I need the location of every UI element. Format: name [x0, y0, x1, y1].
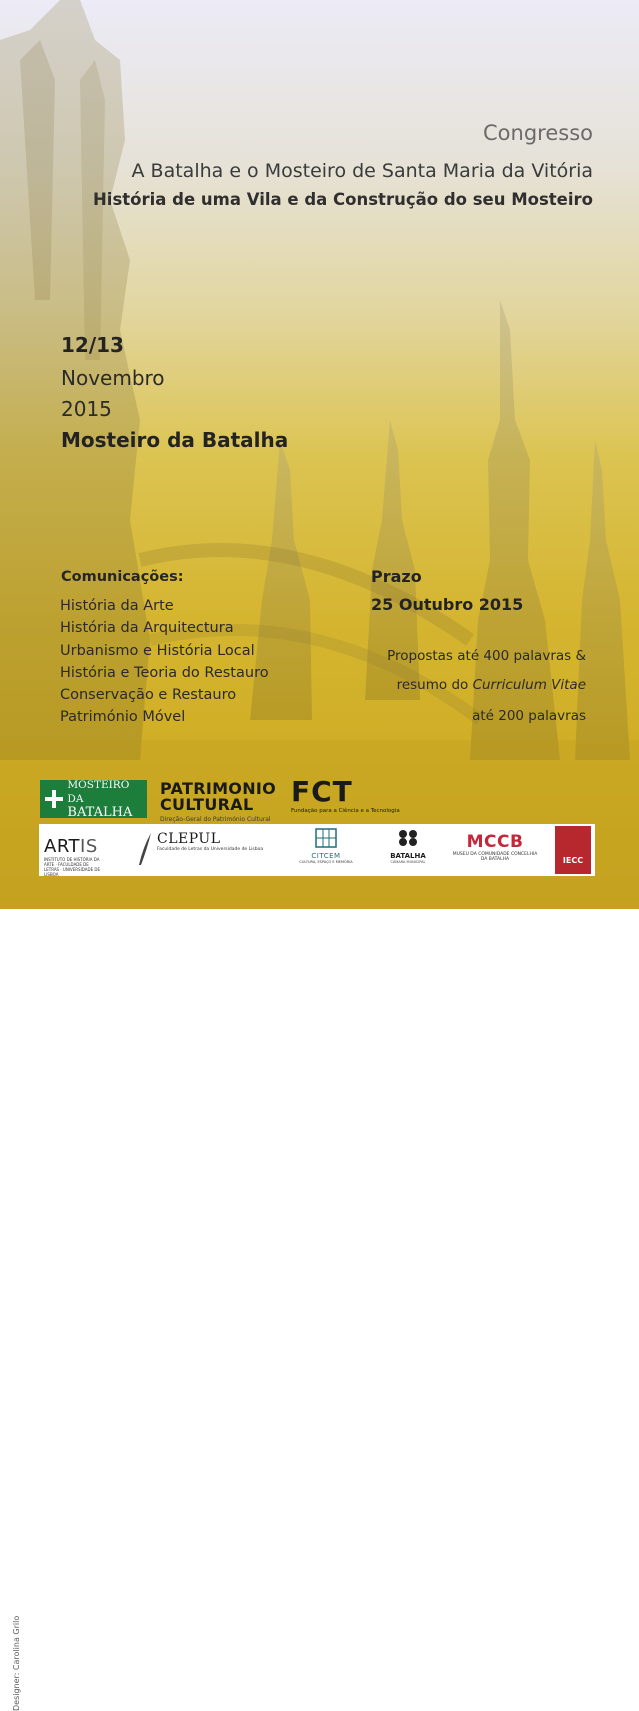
logo-artis — [44, 836, 104, 877]
event-month: Novembro — [61, 366, 165, 390]
logo-mosteiro-line1: MOSTEIRO DA — [67, 779, 130, 805]
congress-subtitle: História de uma Vila e da Construção do seu Mosteiro — [93, 190, 593, 209]
logo-batalha-name: BATALHA — [390, 852, 426, 860]
citcem-grid-icon — [315, 828, 337, 848]
topic-item: História e Teoria do Restauro — [60, 664, 269, 681]
resume-limit: até 200 palavras — [472, 708, 586, 724]
event-venue: Mosteiro da Batalha — [61, 428, 289, 452]
logo-mosteiro-line2: BATALHA — [67, 805, 133, 820]
topic-item: Conservação e Restauro — [60, 687, 237, 704]
event-dates: 12/13 — [61, 333, 124, 357]
communications-heading: Comunicações: — [61, 569, 184, 585]
logo-patrimonio-line1: PATRIMONIO — [160, 779, 277, 798]
logo-fct-name: FCT — [291, 775, 353, 808]
logo-fct — [291, 775, 400, 814]
quill-icon — [137, 831, 153, 865]
logo-fct-tagline: Fundação para a Ciência e a Tecnologia — [291, 808, 400, 814]
proposals-limit: Propostas até 400 palavras & — [387, 648, 586, 664]
cross-icon — [40, 780, 67, 818]
deadline-date: 25 Outubro 2015 — [371, 595, 524, 614]
logo-mccb-name: MCCB — [466, 832, 524, 852]
logo-clepul-tagline: Faculdade de Letras da Universidade de Lisboa — [157, 847, 264, 852]
deadline-label: Prazo — [371, 567, 422, 586]
logo-patrimonio-cultural — [160, 781, 276, 823]
logo-mccb-tagline: MUSEU DA COMUNIDADE CONCELHIA DA BATALHA — [452, 852, 538, 862]
logo-artis-tagline: INSTITUTO DE HISTÓRIA DA ARTE · FACULDADE DE LETRAS · UNIVERSIDADE DE LISBOA — [44, 857, 100, 877]
logo-artis-name-b: IS — [80, 836, 98, 857]
designer-credit: Designer: Carolina Grilo — [12, 1615, 21, 1711]
event-year: 2015 — [61, 397, 112, 421]
logo-citcem-tagline: CULTURA, ESPAÇO E MEMÓRIA — [299, 860, 353, 864]
logo-camara-batalha — [386, 828, 430, 864]
topic-item: Património Móvel — [60, 709, 186, 726]
logo-mccb — [450, 832, 540, 862]
logo-batalha-tagline: CÂMARA MUNICIPAL — [390, 860, 426, 864]
logo-mosteiro-text — [67, 778, 147, 820]
logo-mosteiro-batalha — [40, 780, 147, 818]
topic-item: História da Arquitectura — [60, 620, 234, 637]
resume-italic: Curriculum Vitae — [472, 677, 586, 693]
logo-citcem-name: CITCEM — [311, 852, 341, 860]
congress-title: A Batalha e o Mosteiro de Santa Maria da Vitória — [131, 160, 593, 182]
logo-iecc — [555, 826, 591, 874]
logo-artis-name-a: ART — [44, 836, 81, 857]
logo-patrimonio-tagline: Direção-Geral do Património Cultural — [160, 816, 271, 823]
event-type: Congresso — [483, 121, 593, 145]
logo-artis-name — [44, 836, 104, 857]
resume-prefix: resumo do — [396, 677, 469, 693]
logo-iecc-name: IECC — [562, 856, 584, 865]
logo-patrimonio-line2: CULTURAL — [160, 795, 254, 814]
resume-line — [397, 677, 586, 693]
topic-item: História da Arte — [60, 598, 174, 614]
logo-clepul-name: CLEPUL — [157, 831, 221, 847]
batalha-emblem-icon — [397, 828, 419, 848]
logo-citcem — [296, 828, 356, 864]
communications-list — [60, 595, 269, 729]
logo-clepul — [137, 831, 263, 865]
topic-item: Urbanismo e História Local — [60, 642, 255, 659]
